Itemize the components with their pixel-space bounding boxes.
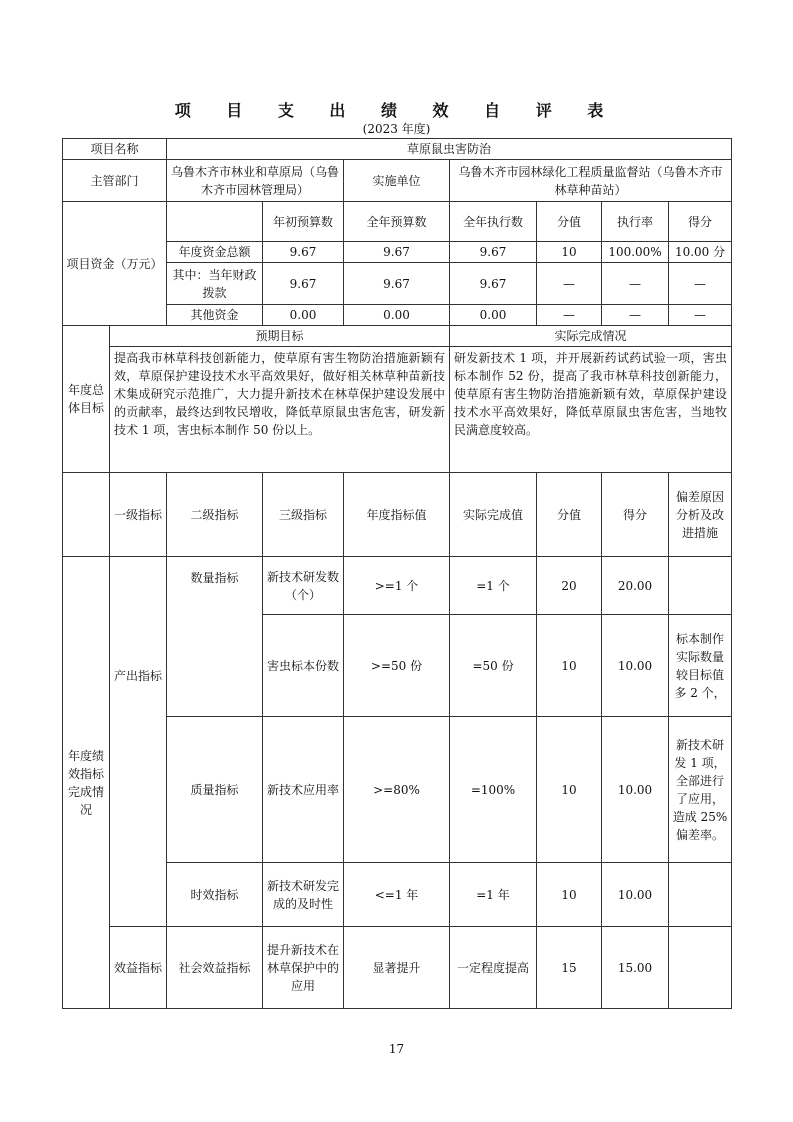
benefit-indicator-label: 效益指标 bbox=[110, 927, 167, 1009]
funds-cell: — bbox=[537, 305, 602, 326]
indicator-header-score: 得分 bbox=[602, 473, 669, 557]
third-indicator: 害虫标本份数 bbox=[263, 615, 344, 717]
actual-completion-text: 研发新技术 1 项，并开展新药试药试验一项，害虫标本制作 52 份，提高了我市林草科技创新能力，使草原有害生物防治措施新颖有效，草原保护建设技术水平高效果好，降低草原鼠虫害危害，当地牧民满意度较高。 bbox=[450, 347, 732, 473]
target-value: 显著提升 bbox=[344, 927, 450, 1009]
score-value: 10 bbox=[537, 717, 602, 863]
target-value: >=1 个 bbox=[344, 557, 450, 615]
actual-value: 一定程度提高 bbox=[450, 927, 537, 1009]
funds-label: 项目资金（万元） bbox=[63, 202, 167, 326]
annual-goal-label: 年度总体目标 bbox=[63, 326, 110, 473]
funds-header-rate: 执行率 bbox=[602, 202, 669, 242]
funds-cell: 100.00% bbox=[602, 242, 669, 263]
funds-cell: 0.00 bbox=[344, 305, 450, 326]
third-indicator: 新技术研发完成的及时性 bbox=[263, 863, 344, 927]
indicator-header-level2: 二级指标 bbox=[167, 473, 263, 557]
performance-section-label: 年度绩效指标完成情况 bbox=[63, 557, 110, 1009]
funds-cell: 9.67 bbox=[450, 263, 537, 305]
funds-cell: 10.00 分 bbox=[669, 242, 732, 263]
funds-header-score: 得分 bbox=[669, 202, 732, 242]
actual-value: =1 年 bbox=[450, 863, 537, 927]
target-value: <=1 年 bbox=[344, 863, 450, 927]
dept-label: 主管部门 bbox=[63, 160, 167, 202]
third-indicator: 新技术应用率 bbox=[263, 717, 344, 863]
dept-value: 乌鲁木齐市林业和草原局（乌鲁木齐市园林管理局） bbox=[167, 160, 344, 202]
target-value: >=80% bbox=[344, 717, 450, 863]
actual-value: =1 个 bbox=[450, 557, 537, 615]
funds-cell: 9.67 bbox=[450, 242, 537, 263]
funds-row-name: 年度资金总额 bbox=[167, 242, 263, 263]
deviation-note bbox=[669, 863, 732, 927]
funds-cell: — bbox=[669, 263, 732, 305]
deviation-note bbox=[669, 927, 732, 1009]
deviation-note: 标本制作实际数量较目标值多 2 个， bbox=[669, 615, 732, 717]
score-got: 10.00 bbox=[602, 863, 669, 927]
score-got: 20.00 bbox=[602, 557, 669, 615]
quantity-indicator-label: 数量指标 bbox=[167, 557, 263, 717]
planned-goal-text: 提高我市林草科技创新能力，使草原有害生物防治措施新颖有效，草原保护建设技术水平高效果好，做好相关林草种苗新技术集成研究示范推广，大力提升新技术在林草保护建设发展中的贡献率，最终达到牧民增收，降低草原鼠虫害危害，研发新技术 1 项，害虫标本制作 50 份以上。 bbox=[110, 347, 450, 473]
funds-cell: 9.67 bbox=[344, 242, 450, 263]
score-got: 15.00 bbox=[602, 927, 669, 1009]
funds-cell: — bbox=[669, 305, 732, 326]
output-indicator-label: 产出指标 bbox=[110, 557, 167, 927]
actual-value: =50 份 bbox=[450, 615, 537, 717]
funds-cell: — bbox=[537, 263, 602, 305]
actual-value: =100% bbox=[450, 717, 537, 863]
funds-cell: 9.67 bbox=[263, 263, 344, 305]
funds-header-score-value: 分值 bbox=[537, 202, 602, 242]
page-title: 项 目 支 出 绩 效 自 评 表 bbox=[174, 101, 619, 120]
indicator-header-level3: 三级指标 bbox=[263, 473, 344, 557]
funds-row-name: 其中：当年财政拨款 bbox=[167, 263, 263, 305]
indicator-header-target: 年度指标值 bbox=[344, 473, 450, 557]
indicator-header-actual: 实际完成值 bbox=[450, 473, 537, 557]
social-benefit-label: 社会效益指标 bbox=[167, 927, 263, 1009]
quality-indicator-label: 质量指标 bbox=[167, 717, 263, 863]
indicator-header-score-value: 分值 bbox=[537, 473, 602, 557]
score-got: 10.00 bbox=[602, 615, 669, 717]
funds-cell: 10 bbox=[537, 242, 602, 263]
report-year: (2023 年度) bbox=[362, 122, 431, 136]
funds-header-executed: 全年执行数 bbox=[450, 202, 537, 242]
target-value: >=50 份 bbox=[344, 615, 450, 717]
score-got: 10.00 bbox=[602, 717, 669, 863]
page-number: 17 bbox=[388, 1042, 405, 1056]
funds-cell: 0.00 bbox=[450, 305, 537, 326]
deviation-note: 新技术研发 1 项，全部进行了应用，造成 25%偏差率。 bbox=[669, 717, 732, 863]
score-value: 20 bbox=[537, 557, 602, 615]
planned-goal-header: 预期目标 bbox=[110, 326, 450, 347]
funds-row-name: 其他资金 bbox=[167, 305, 263, 326]
score-value: 10 bbox=[537, 863, 602, 927]
project-name-label: 项目名称 bbox=[63, 139, 167, 160]
funds-cell: 9.67 bbox=[344, 263, 450, 305]
score-value: 10 bbox=[537, 615, 602, 717]
impl-unit-value: 乌鲁木齐市园林绿化工程质量监督站（乌鲁木齐市林草种苗站） bbox=[450, 160, 732, 202]
funds-cell: — bbox=[602, 305, 669, 326]
project-name-value: 草原鼠虫害防治 bbox=[167, 139, 732, 160]
self-evaluation-table bbox=[62, 138, 732, 1009]
funds-header-initial: 年初预算数 bbox=[263, 202, 344, 242]
impl-unit-label: 实施单位 bbox=[344, 160, 450, 202]
funds-header-blank bbox=[167, 202, 263, 242]
third-indicator: 提升新技术在林草保护中的应用 bbox=[263, 927, 344, 1009]
funds-cell: 0.00 bbox=[263, 305, 344, 326]
score-value: 15 bbox=[537, 927, 602, 1009]
funds-cell: 9.67 bbox=[263, 242, 344, 263]
funds-cell: — bbox=[602, 263, 669, 305]
indicator-header-level1: 一级指标 bbox=[110, 473, 167, 557]
indicator-header-deviation: 偏差原因分析及改进措施 bbox=[669, 473, 732, 557]
third-indicator: 新技术研发数（个） bbox=[263, 557, 344, 615]
timeliness-indicator-label: 时效指标 bbox=[167, 863, 263, 927]
deviation-note bbox=[669, 557, 732, 615]
indicator-header-blank bbox=[63, 473, 110, 557]
funds-header-annual: 全年预算数 bbox=[344, 202, 450, 242]
actual-completion-header: 实际完成情况 bbox=[450, 326, 732, 347]
